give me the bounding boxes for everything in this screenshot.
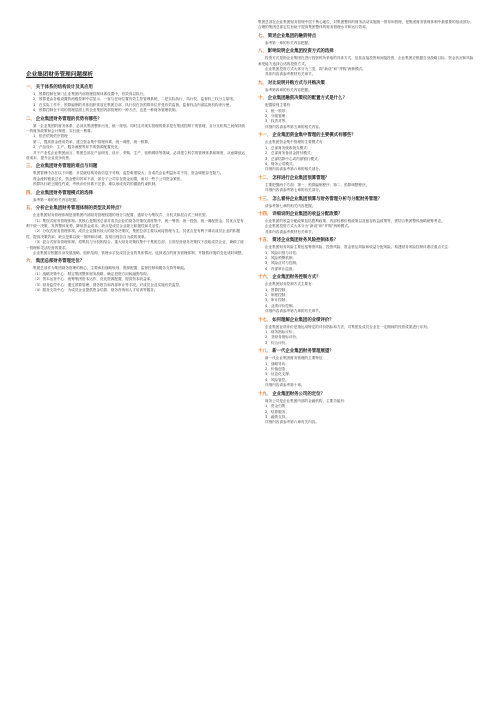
answer-paragraph: 3．信息化支撑；: [265, 372, 293, 377]
question-heading: [258, 318, 476, 324]
answer-paragraph: 4．财务公司模式。: [265, 161, 297, 166]
answer-paragraph: 财务公司是企业集团内部的金融机构，主要功能有：: [265, 398, 348, 403]
answer-paragraph: 对于产业性企业集团而言，集团总部在产品研发、设计、采购、生产、营销网络等领域，必须建立科学的管理体系和制度，从而降低运营成本，提升企业竞争优势。: [26, 150, 246, 161]
answer-paragraph: 详细内容请参考第七章的有关部分。: [265, 188, 323, 193]
question-section: [258, 318, 476, 347]
question-heading: [26, 191, 246, 197]
answer-paragraph: 参考第一章的有关内容把握。: [265, 40, 312, 45]
question-section: [258, 197, 476, 209]
answer-paragraph: 企业集团投资方式大体分为三类，即“新设”和“并购”两种模式。: [265, 67, 366, 72]
answer-paragraph: 企业集团资金集中管理的主要模式有：: [265, 140, 327, 145]
answer-paragraph: （2）资本运营中心：统筹集团资本运作，优化资源配置，提高资本收益率。: [33, 277, 154, 282]
question-text: 新一代企业集团财务管理展望？: [272, 349, 334, 355]
question-section: [258, 49, 476, 78]
answer-paragraph: 2．制度控制；: [265, 293, 289, 297]
question-text: 详细说明企业集团的收益分配政策？: [272, 211, 343, 217]
answer-paragraph: 详细内容请参考第六章有关内容。: [265, 420, 319, 425]
question-section: [258, 238, 476, 272]
question-text: 企业集团融资决策权的配置方式是什么？: [267, 96, 347, 102]
question-section: [26, 117, 246, 162]
question-number: 十九、: [258, 391, 272, 397]
question-section: [26, 191, 246, 203]
question-heading: [258, 133, 476, 139]
answer-paragraph: 集团总部作为集团财务管理的核心，主要承担战略规划、资源配置、监督控制和服务支持等职能。: [33, 266, 188, 271]
question-text: 企业集团财务管理模式的选择: [35, 190, 93, 196]
question-text: 企业集团财务管理的优势有哪些？: [35, 116, 102, 122]
answer-paragraph: 预算执行缺乏刚性约束，考核评价体系不完善，难以形成有效的激励约束机制。: [33, 182, 159, 187]
answer-paragraph: 1．总部财务统收统支模式；: [265, 145, 311, 150]
question-number: 十一、: [258, 133, 272, 139]
question-number: 十二、: [258, 175, 272, 181]
question-text: 分析企业集团财务管理体制的类型及其特点？: [35, 206, 124, 212]
question-heading: [258, 392, 476, 398]
right-column: [258, 20, 476, 690]
answer-paragraph: 集团管理中存在以下问题：多层级结构导致信息不对称，监控难度较大；各成员企业利益诉求不同，资金调配存在阻力。: [33, 171, 224, 176]
answer-paragraph: （3）财务监控中心：通过预算管理、财务报告和内部审计等手段，对成员企业实施有效监控。: [33, 282, 183, 287]
question-number: 八、: [258, 49, 267, 55]
question-number: 三、: [26, 164, 35, 170]
question-heading: [258, 349, 476, 355]
answer-paragraph: 企业集团财务管理体制是指集团内部财务管理权限的划分与配置，通常分为集权式、分权式和混合式三种类型。: [33, 213, 210, 218]
question-number: 十七、: [258, 317, 272, 323]
answer-paragraph: 参考第一章的有关内容把握。: [33, 197, 80, 202]
question-heading: [258, 49, 476, 55]
question-text: 影响说明企业集团投资方式的选择: [267, 49, 334, 55]
answer-paragraph: 2．结算服务；: [265, 409, 289, 414]
answer-paragraph: 具体内容请参考教材有关章节。: [265, 72, 316, 77]
answer-paragraph: 2．总部财务备用金拨付模式；: [265, 151, 315, 156]
question-heading: [258, 197, 476, 203]
question-section: [26, 85, 246, 114]
question-number: 九、: [258, 80, 267, 86]
question-section: [258, 392, 476, 426]
question-heading: [26, 164, 246, 170]
answer-paragraph: 详细内容请参考第十章。: [265, 383, 305, 388]
question-section: [26, 206, 246, 256]
answer-paragraph: 4．预算控制在不同的管理层面上的企业集团内部管理的一种方法，也是一种财务管理机制。: [33, 108, 180, 113]
question-section: [26, 259, 246, 293]
question-number: 四、: [26, 190, 35, 196]
question-heading: [26, 85, 246, 91]
answer-paragraph: 1．风险识别与评估；: [265, 250, 300, 255]
question-section: [258, 81, 476, 93]
answer-paragraph: 2．预算是由各级设置的两级控制中层显示，一直与任何位置有效主控管理系统，二是实际执行，执行权、监督权三权分立原则。: [33, 97, 237, 102]
question-section: [258, 212, 476, 235]
answer-paragraph: 2．产品设计、生产、服务流程等环节的资源配置优化。: [33, 145, 122, 150]
answer-paragraph: （2）分权式财务管理体制。成员企业拥有较大的财务决策权，集团总部主要以间接管理为主。其优点是有利于调动成员企业的积极性，提高决策效率；缺点是难以统一指挥和协调，容易出现各自为政的现象。: [26, 229, 241, 239]
answer-paragraph: 第二，提高资金使用效率，建立资金集中管理体系，统一调度，统一核算。: [33, 139, 152, 144]
question-heading: [258, 275, 476, 281]
answer-paragraph: 详细内容请参考第五章的相关内容。: [265, 124, 323, 129]
answer-paragraph: （1）集权式财务管理体制。其核心是集团总部对成员企业的财务决策权高度集中，统一筹资、统一投资、统一调配资金。其优点是有利于统一决策，发挥整体优势，降低资金成本；缺点是成员企业缺乏积极性和灵活性。: [26, 218, 244, 228]
answer-paragraph: 第一企业集团的财务体系，必须从集团整体出发，统一规划。同时这对现实管理的要求是在集团控制下的管理，各分支机构之间保持统一的财务政策和会计制度，实行统一核算。: [26, 123, 246, 134]
answer-paragraph: 2．非财务指标评价；: [265, 335, 300, 340]
answer-paragraph: 2．分级管理；: [265, 114, 289, 119]
answer-paragraph: 企业集团业绩评价是指运用特定的评价指标和方法，对集团及成员企业在一定期间的经营成果进行评判。: [265, 324, 431, 329]
question-text: 怎样进行企业集团预算管理？: [272, 175, 330, 181]
question-number: 十四、: [258, 211, 272, 217]
answer-paragraph: 具体内容请参考教材有关章节。: [265, 229, 316, 234]
answer-paragraph: 1．统一领导；: [265, 108, 289, 113]
answer-paragraph: （1）战略决策中心：制定集团整体财务战略，确定投资方向和融资结构。: [33, 271, 151, 276]
question-heading: [258, 34, 476, 40]
document-title: 企业集团财务管理问题探析: [26, 72, 94, 78]
answer-paragraph: 配置原则主要有：: [265, 103, 294, 108]
answer-paragraph: 1．资金归集；: [265, 404, 289, 409]
answer-paragraph: 4．业绩评价控制。: [265, 303, 297, 308]
answer-paragraph: 资金流转链条过长，资金使用效率不高，部分子公司存在资金闲置，而另一些子公司资金紧张。: [33, 176, 184, 181]
question-number: 十六、: [258, 275, 272, 281]
answer-paragraph: 企业集团财务风险主要包括筹资风险、投资风险、资金营运风险和收益分配风险。构建财务风险控制体系应重点关注：: [265, 245, 452, 250]
question-section: [258, 34, 476, 46]
answer-paragraph: 详细内容请参考第六章的相关部分。: [265, 167, 323, 172]
answer-paragraph: 1．战略导向；: [265, 361, 289, 366]
answer-paragraph: 3．风险应对与控制；: [265, 261, 300, 266]
answer-paragraph: 3．在实际工作中，预算编制的具体组织常放在集团总部，执行权在各预算单位并受有效监督，监督权由内部监督机构来行使。: [33, 102, 233, 107]
question-number: 五、: [26, 206, 35, 212]
answer-paragraph: 主要把握两个方面：第一，预算编制程序；第二，预算调整程序。: [265, 182, 370, 187]
question-text: 企业集团财务管理的难点与问题: [35, 164, 98, 170]
question-text: 对比说明并购方式与并购决策: [267, 80, 325, 86]
question-text: 简述企业集团财务风险控制体系？: [272, 238, 339, 244]
question-number: 七、: [258, 33, 267, 39]
answer-paragraph: 1．预算控制；: [265, 287, 289, 292]
question-heading: [26, 206, 246, 212]
question-number: 十八、: [258, 349, 272, 355]
answer-paragraph: 2．价值创造；: [265, 367, 289, 372]
right-intro-paragraph: 集团总部在企业集团财务管理中居于核心地位，对集团整体的财务活动实施统一领导和管理，是集团财务管理体制中最重要的组成部分。合理的集团总部定位有助于提高集团整体的财务管理水平和运行效率。: [258, 20, 474, 30]
answer-paragraph: 新一代企业集团财务管理的主要特征：: [265, 356, 327, 361]
question-section: [258, 96, 476, 130]
question-number: 六、: [26, 259, 35, 265]
answer-paragraph: 3．总部结算中心或内部银行模式；: [265, 156, 322, 161]
answer-paragraph: 详细内容请参考第九章的有关章节。: [265, 309, 323, 314]
question-text: 集团总部财务管理定位？: [35, 259, 85, 265]
answer-paragraph: 4．内部审计监督。: [265, 266, 297, 271]
question-text: 企业集团资金集中管理的主要模式有哪些？: [272, 133, 356, 139]
question-text: 怎么看待企业集团预算与财务管理分析与分配财务管理？: [272, 196, 382, 202]
answer-paragraph: 3．综合评价。: [265, 340, 289, 345]
question-heading: [258, 176, 476, 182]
question-number: 十、: [258, 96, 267, 102]
question-number: 十五、: [258, 238, 272, 244]
question-number: 十三、: [258, 196, 272, 202]
answer-paragraph: 1．预算控制在第门企业集团内部管理控制体系设置中，有效得以执行。: [33, 92, 147, 96]
answer-paragraph: 4．风险管控。: [265, 377, 289, 382]
answer-paragraph: 3．融资支持。: [265, 414, 289, 419]
answer-paragraph: 投资方式是指企业集团在进行投资时所采取的具体方式，包括直接投资和间接投资，企业集团应根据自身战略目标、资金状况和风险承受能力选择合适的投资方式。: [258, 56, 474, 66]
question-section: [26, 164, 246, 187]
question-heading: [258, 212, 476, 218]
question-text: 简述企业集团的融资特点: [267, 33, 317, 39]
question-text: 企业集团财务控制方式？: [272, 275, 321, 281]
answer-paragraph: 1．依法依规依序管理: [33, 134, 68, 139]
answer-paragraph: 参考第四章的有关内容把握。: [265, 87, 312, 92]
question-section: [258, 349, 476, 388]
question-number: 二、: [26, 116, 35, 122]
question-heading: [258, 81, 476, 87]
question-text: 如何理解企业集团的业绩评价？: [272, 317, 334, 323]
question-section: [258, 275, 476, 314]
question-heading: [258, 96, 476, 102]
question-heading: [258, 238, 476, 244]
answer-paragraph: 请参考第七章的相关内容把握。: [265, 203, 316, 208]
left-column: [26, 20, 246, 690]
question-heading: [26, 259, 246, 265]
answer-paragraph: 企业集团应根据自身发展战略、组织结构、管理水平及成员企业的具体情况，选择适合的财务管理体制，并随着环境的变化适时调整。: [33, 250, 246, 255]
answer-paragraph: 1．财务指标评价；: [265, 330, 297, 335]
question-text: 关于体系的结构设计及其应用: [35, 85, 93, 90]
answer-paragraph: （3）混合式财务管理体制。将集权与分权相结合，重大财务决策权集中于集团总部，日常经营财务决策权下放给成员企业，兼顾了统一管理和灵活经营的要求。: [26, 240, 244, 250]
question-number: 一、: [26, 85, 35, 90]
answer-paragraph: 3．权责对等。: [265, 119, 289, 124]
question-heading: [26, 117, 246, 123]
question-section: [258, 176, 476, 194]
answer-paragraph: 企业集团投资方式大体分为“新设”和“并购”两种模式。: [265, 224, 352, 229]
question-section: [258, 133, 476, 172]
answer-paragraph: 企业集团的收益分配政策包括股利政策、内部转移价格政策以及留存收益政策等，需结合集团整体战略统筹考虑。: [265, 218, 445, 223]
answer-paragraph: （4）服务支持中心：为成员企业提供资金结算、财务咨询和人才培训等服务。: [33, 287, 158, 292]
answer-paragraph: 企业集团财务控制方式主要有：: [265, 282, 316, 287]
answer-paragraph: 3．审计控制；: [265, 298, 289, 303]
question-text: 企业集团财务公司的定位？: [272, 391, 325, 397]
answer-paragraph: 2．风险预警机制；: [265, 255, 297, 260]
